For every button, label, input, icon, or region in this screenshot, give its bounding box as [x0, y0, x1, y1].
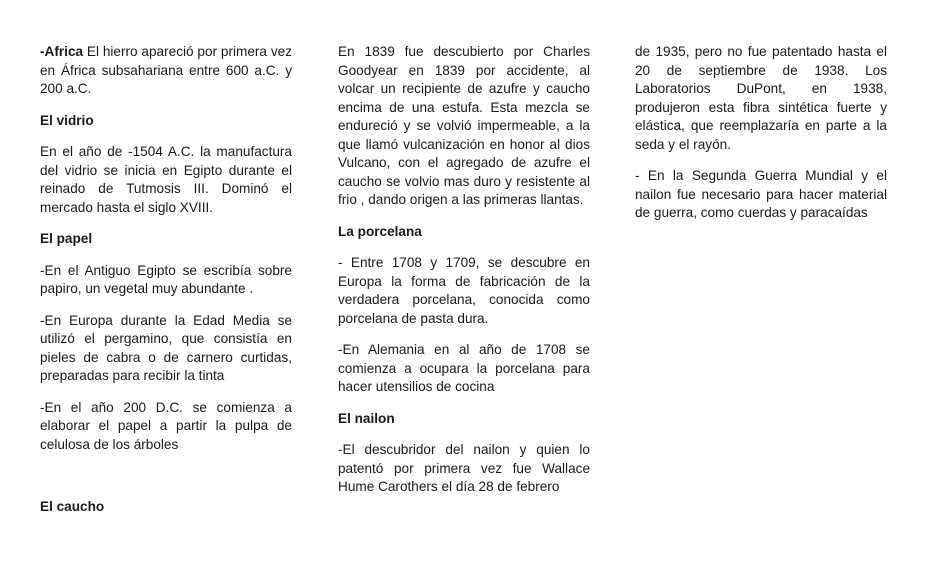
africa-paragraph	[40, 43, 292, 99]
nailon-paragraph-1-continued: de 1935, pero no fue patentado hasta el 20 de septiembre de 1938. Los Laboratorios DuPont, en 1938, produjeron esta fibra sintética fuerte y elástica, que reemplazaría en parte a la seda y el rayón.	[635, 44, 887, 152]
papel-paragraph-2: -En Europa durante la Edad Media se utilizó el pergamino, que consistía en pieles de cabra o de carnero curtidas, preparadas para recibir la tinta	[40, 312, 292, 383]
column-1	[40, 43, 292, 530]
column-3	[635, 43, 887, 236]
porcelana-heading: La porcelana	[338, 223, 422, 239]
vidrio-paragraph: En el año de -1504 A.C. la manufactura del vidrio se inicia en Egipto durante el reinado de Tutmosis III. Dominó el mercado hasta el siglo XVIII.	[40, 144, 292, 215]
papel-paragraph-1: -En el Antiguo Egipto se escribía sobre papiro, un vegetal muy abundante .	[40, 262, 292, 296]
porcelana-paragraph-1: - Entre 1708 y 1709, se descubre en Europa la forma de fabricación de la verdadera porcelana, conocida como porcelana de pasta dura.	[338, 255, 590, 326]
africa-lead: -Africa	[40, 44, 84, 59]
nailon-paragraph-1: -El descubridor del nailon y quien lo patentó por primera vez fue Wallace Hume Carothers el día 28 de febrero	[338, 442, 590, 494]
papel-heading: El papel	[40, 231, 93, 246]
caucho-paragraph: En 1839 fue descubierto por Charles Goodyear en 1839 por accidente, al volcar un recipiente de azufre y caucho encima de una estufa. Esta mezcla se endureció y se volvió impermeable, a la que llamó vulcanización en honor al dios Vulcano, con el agregado de azufre el caucho se volvio mas duro y resistente al frio , dando origen a las primeras llantas.	[338, 44, 590, 207]
caucho-heading: El caucho	[40, 499, 105, 514]
column-2	[338, 43, 590, 510]
nailon-paragraph-2: - En la Segunda Guerra Mundial y el nailon fue necesario para hacer material de guerra, como cuerdas y paracaídas	[635, 168, 887, 220]
nailon-heading: El nailon	[338, 410, 395, 426]
porcelana-paragraph-2: -En Alemania en al año de 1708 se comienza a ocupara la porcelana para hacer utensilios de cocina	[338, 342, 590, 394]
papel-paragraph-3: -En el año 200 D.C. se comienza a elaborar el papel a partir la pulpa de celulosa de los árboles	[40, 399, 292, 452]
africa-text: El hierro apareció por primera vez en África subsahariana entre 600 a.C. y 200 a.C.	[40, 44, 292, 96]
spacer	[40, 467, 292, 498]
vidrio-heading: El vidrio	[40, 112, 94, 128]
